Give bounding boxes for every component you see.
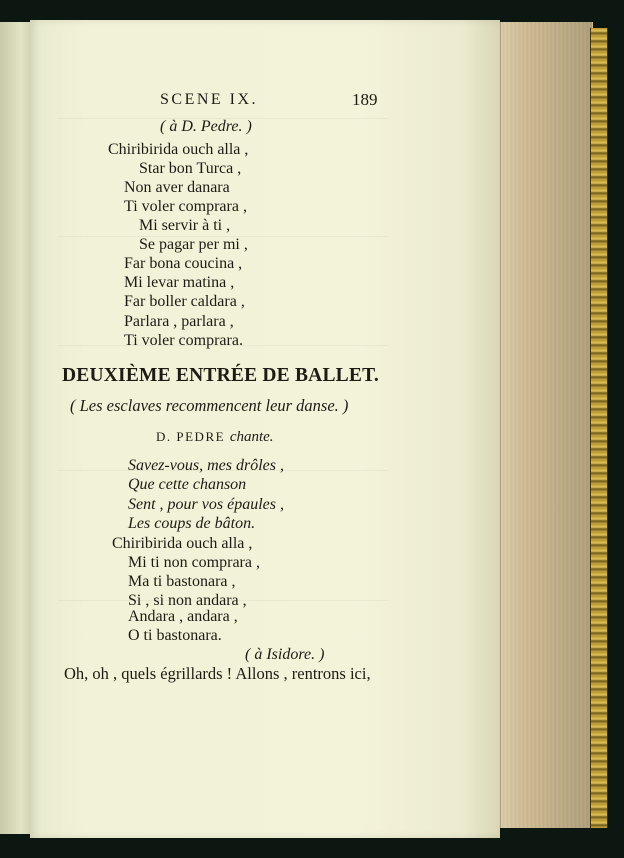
verse-line: Chiribirida ouch alla ,	[108, 141, 249, 158]
verse-line: Ti voler comprara.	[124, 332, 243, 349]
speaker-name: D. PEDRE	[156, 429, 226, 444]
verse-line: Chiribirida ouch alla ,	[112, 535, 253, 552]
verse-line: Que cette chanson	[128, 476, 247, 493]
page-number: 189	[352, 90, 378, 109]
verse-line: Andara , andara ,	[128, 608, 238, 625]
section-heading: DEUXIÈME ENTRÉE DE BALLET.	[62, 365, 379, 386]
verse-line: Parlara , parlara ,	[124, 313, 234, 330]
stage-direction: ( Les esclaves recommencent leur danse. )	[70, 396, 349, 415]
speaker-action: chante.	[229, 429, 274, 445]
verse-line: Far boller caldara ,	[124, 293, 245, 310]
page-block-shading	[500, 22, 592, 828]
running-title: SCENE IX.	[160, 91, 259, 108]
verse-line: O ti bastonara.	[128, 627, 222, 644]
verse-line: Si , si non andara ,	[128, 592, 247, 609]
verse-line: Les coups de bâton.	[128, 515, 256, 532]
verse-line: Mi ti non comprara ,	[128, 554, 260, 571]
verse-line: Mi servir à ti ,	[139, 217, 231, 234]
stage-direction: ( à D. Pedre. )	[160, 118, 252, 135]
verse-line: Ma ti bastonara ,	[128, 573, 236, 590]
verse-line: Sent , pour vos épaules ,	[128, 496, 284, 513]
prose-line: Oh, oh , quels égrillards ! Allons , rentrons ici,	[64, 664, 371, 683]
gilt-binding-edge	[590, 28, 608, 828]
verse-line: Se pagar per mi ,	[139, 236, 248, 253]
verse-line: Mi levar matina ,	[124, 274, 235, 291]
speaker-heading	[156, 430, 274, 445]
verse-line: Star bon Turca ,	[139, 160, 242, 177]
verse-line: Far bona coucina ,	[124, 255, 243, 272]
previous-page-edge	[0, 22, 31, 834]
verse-line: Savez-vous, mes drôles ,	[128, 457, 284, 474]
verse-line: Non aver danara	[124, 179, 230, 196]
verse-line: Ti voler comprara ,	[124, 198, 247, 215]
stage-direction: ( à Isidore. )	[245, 646, 325, 663]
